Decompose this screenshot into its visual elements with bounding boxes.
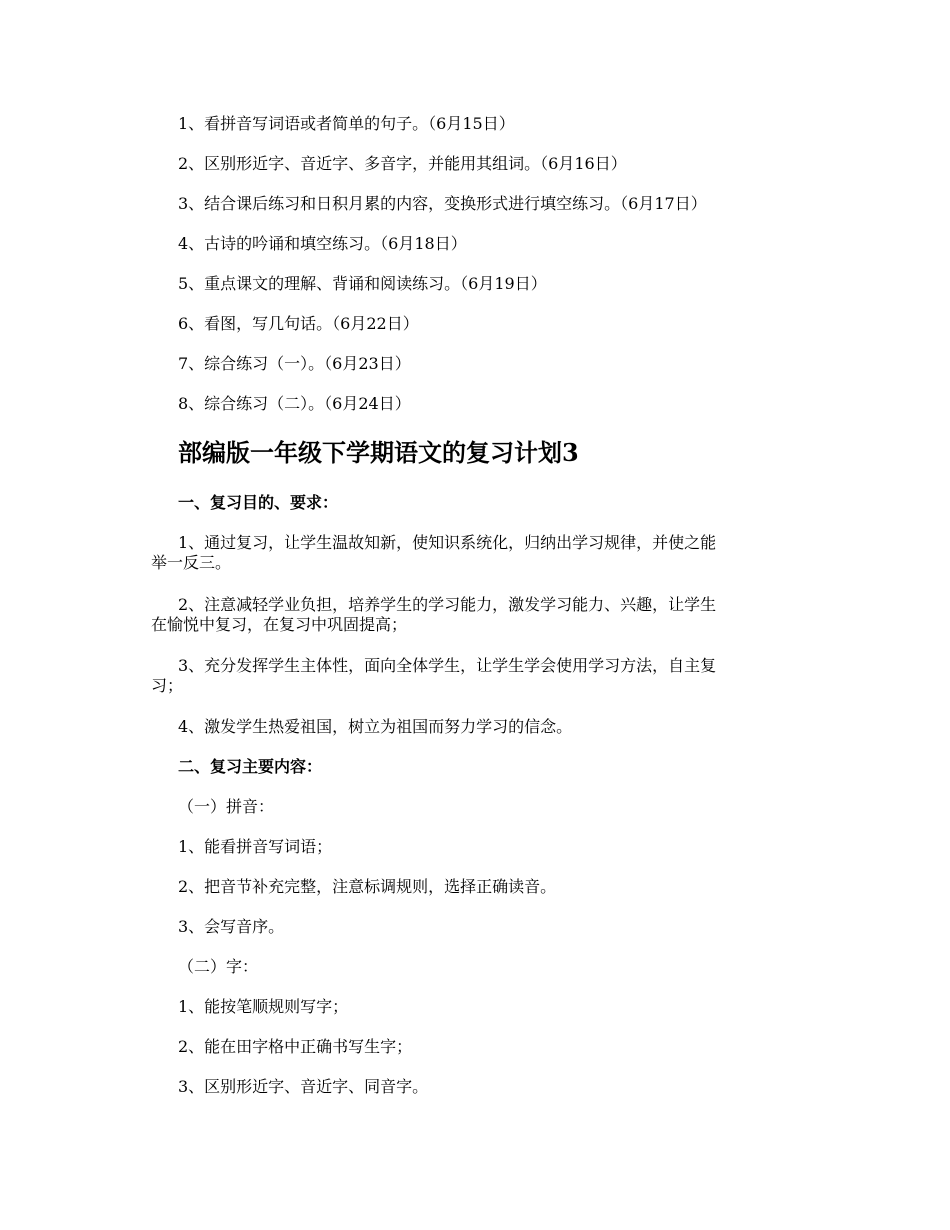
schedule-item-2: 2、区别形近字、音近字、多音字，并能用其组词。（6月16日）: [178, 154, 627, 173]
goal-item-2-line2: 在愉悦中复习，在复习中巩固提高；: [151, 615, 408, 634]
schedule-item-6: 6、看图，写几句话。（6月22日）: [178, 314, 419, 333]
schedule-item-8: 8、综合练习（二）。（6月24日）: [178, 394, 411, 413]
zi-item-3: 3、区别形近字、音近字、同音字。: [178, 1077, 429, 1096]
goal-item-3-line2: 习；: [151, 676, 184, 695]
goal-item-2-line1: 2、注意减轻学业负担，培养学生的学习能力，激发学习能力、兴趣，让学生: [178, 595, 717, 614]
section1-heading: 一、复习目的、要求：: [178, 493, 339, 512]
schedule-item-3: 3、结合课后练习和日积月累的内容，变换形式进行填空练习。（6月17日）: [178, 194, 707, 213]
zi-item-2: 2、能在田字格中正确书写生字；: [178, 1037, 413, 1056]
document-title: 部编版一年级下学期语文的复习计划3: [178, 438, 579, 467]
section2-heading: 二、复习主要内容：: [178, 757, 323, 776]
pinyin-item-2: 2、把音节补充完整，注意标调规则，选择正确读音。: [178, 877, 557, 896]
goal-item-3: [151, 656, 804, 696]
schedule-item-7: 7、综合练习（一）。（6月23日）: [178, 354, 411, 373]
schedule-item-4: 4、古诗的吟诵和填空练习。（6月18日）: [178, 234, 467, 253]
zi-item-1: 1、能按笔顺规则写字；: [178, 997, 349, 1016]
goal-item-1-line2: 举一反三。: [151, 553, 232, 572]
zi-label: （二）字：: [178, 957, 259, 976]
goal-item-2: [151, 595, 804, 635]
goal-item-1-line1: 1、通过复习，让学生温故知新，使知识系统化，归纳出学习规律，并使之能: [178, 533, 717, 552]
goal-item-1: [151, 533, 804, 573]
pinyin-item-1: 1、能看拼音写词语；: [178, 837, 333, 856]
schedule-item-1: 1、看拼音写词语或者简单的句子。（6月15日）: [178, 114, 515, 133]
goal-item-3-line1: 3、充分发挥学生主体性，面向全体学生，让学生学会使用学习方法，自主复: [178, 656, 717, 675]
goal-item-4: 4、激发学生热爱祖国，树立为祖国而努力学习的信念。: [178, 717, 573, 736]
schedule-item-5: 5、重点课文的理解、背诵和阅读练习。（6月19日）: [178, 274, 547, 293]
pinyin-item-3: 3、会写音序。: [178, 917, 285, 936]
pinyin-label: （一）拼音：: [178, 797, 275, 816]
